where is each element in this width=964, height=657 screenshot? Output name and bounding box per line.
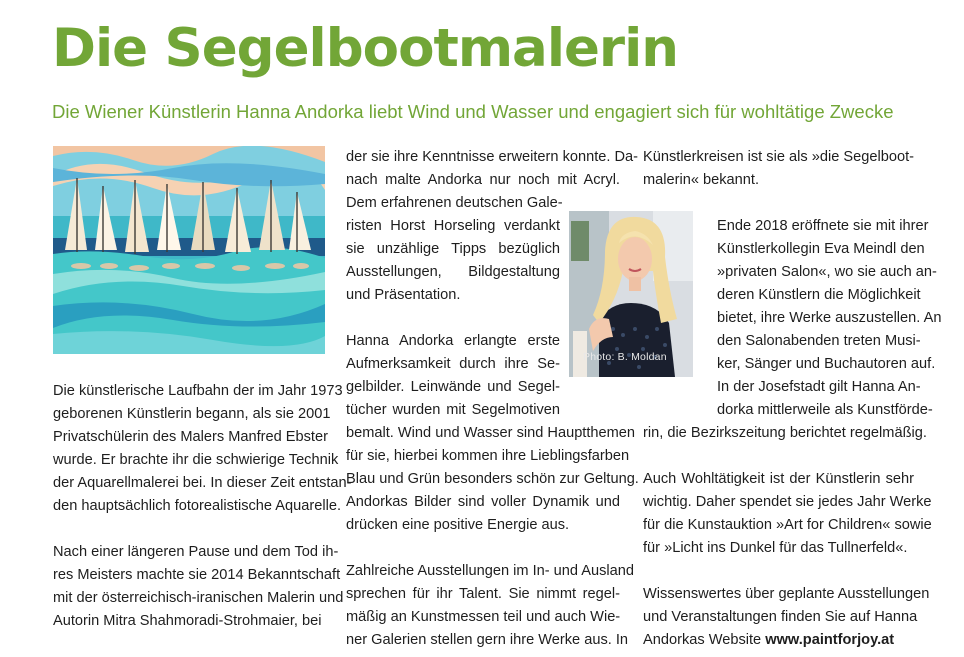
text-line: sprechen für ihr Talent. Sie nimmt regel- [346,586,620,602]
website-link[interactable]: www.paintforjoy.at [761,632,895,648]
text-line: Ausstellungen, Bildgestaltung [346,264,560,280]
text-line: der sie ihre Kenntnisse erweitern konnte. Da- [346,149,639,165]
article-title: Die Segelbootmalerin [52,18,678,79]
text-line: Wissenswertes über geplante Ausstellungen [643,586,930,602]
text-line: Andorkas Website www.paintforjoy.at [643,632,895,648]
text-line: für sie, hierbei kommen ihre Lieblingsfarben [346,448,630,464]
text-line: Aufmerksamkeit durch ihre Se- [346,356,560,372]
text-line: Nach einer längeren Pause und dem Tod ih- [53,544,339,560]
text-line: Hanna Andorka erlangte erste [346,333,560,349]
text-line: nach malte Andorka nur noch mit Acryl. [346,172,620,188]
text-line: für »Licht ins Dunkel für das Tullnerfeld«. [643,540,908,556]
text-line: risten Horst Horseling verdankt [346,218,560,234]
text-line: der Aquarellmalerei bei. In dieser Zeit entstan- [53,475,352,491]
text-line: bemalt. Wind und Wasser sind Hauptthemen [346,425,636,441]
text-line: Künstlerkollegin Eva Meindl den [717,241,925,257]
text-line: Die künstlerische Laufbahn der im Jahr 1973 [53,383,343,399]
text-line: und Präsentation. [346,287,461,303]
text-line: Künstlerkreisen ist sie als »die Segelboot- [643,149,914,165]
text-line: den Salonabenden treten Musi- [717,333,921,349]
sailboat-painting [53,146,325,354]
text-line: deren Künstlern die Möglichkeit [717,287,921,303]
text-line: rin, die Bezirkszeitung berichtet regelmäßig. [643,425,927,441]
text-line: gelbilder. Leinwände und Segel- [346,379,560,395]
article-subtitle: Die Wiener Künstlerin Hanna Andorka liebt Wind und Wasser und engagiert sich für wohltätige Zwecke [52,101,894,122]
text-line: Ende 2018 eröffnete sie mit ihrer [717,218,929,234]
text-line: mäßig an Kunstmessen teil und auch Wie- [346,609,621,625]
text-line: Autorin Mitra Shahmoradi-Strohmaier, bei [53,613,322,629]
text-line: Auch Wohltätigkeit ist der Künstlerin sehr [643,471,914,487]
text-line: Privatschülerin des Malers Manfred Ebster [53,429,328,445]
text-line: den hauptsächlich fotorealistische Aquarelle. [53,498,342,514]
text-line: dorka mittlerweile als Kunstförde- [717,402,933,418]
text-line: Dem erfahrenen deutschen Gale- [346,195,563,211]
text-line: »privaten Salon«, wo sie auch an- [717,264,937,280]
text-line: bietet, ihre Werke auszustellen. An [717,310,942,326]
text-line: mit der österreichisch-iranischen Malerin und [53,590,344,606]
text-line: ner Galerien stellen gern ihre Werke aus. In [346,632,629,648]
text-line: res Meisters machte sie 2014 Bekanntschaft [53,567,341,583]
text-line: wichtig. Daher spendet sie jedes Jahr Werke [643,494,932,510]
text-line: sie unzählige Tipps bezüglich [346,241,560,257]
text-line: Zahlreiche Ausstellungen im In- und Ausland [346,563,634,579]
text-line: geborenen Künstlerin begann, als sie 2001 [53,406,331,422]
text-line: drücken eine positive Energie aus. [346,517,570,533]
text-line: und Veranstaltungen finden Sie auf Hanna [643,609,918,625]
text-line: wurde. Er brachte ihr die schwierige Technik [53,452,339,468]
text-line: Andorkas Bilder sind voller Dynamik und [346,494,620,510]
text-line: ker, Sänger und Buchautoren auf. [717,356,936,372]
text-line: malerin« bekannt. [643,172,760,188]
text-line: Blau und Grün besonders schön zur Geltung. [346,471,639,487]
text-line: tücher wurden mit Segelmotiven [346,402,560,418]
photo-credit: Photo: B. Moldan [583,351,667,363]
text-line: für die Kunstauktion »Art for Children« sowie [643,517,932,533]
text-line: In der Josefstadt gilt Hanna An- [717,379,921,395]
